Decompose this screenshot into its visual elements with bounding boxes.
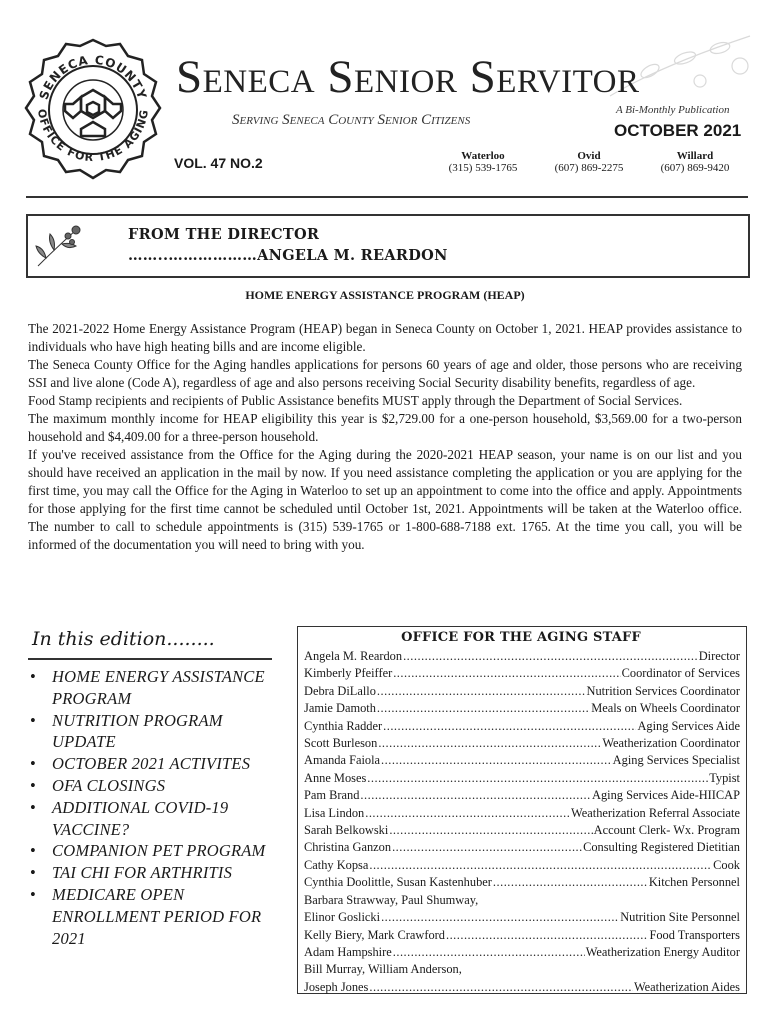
staff-role: Weatherization Referral Associate [571,805,740,820]
newsletter-subtitle: Serving Seneca County Senior Citizens [232,112,471,128]
staff-name: Elinor Goslicki [304,910,381,925]
staff-name: Debra DiLallo [304,683,376,698]
article-paragraph: If you've received assistance from the Office for the Aging during the 2020-2021 HEAP season, your name is on our list and you should have received an application in the mail by now. If you need assistance completing the application or you are applying for the first time, you may call the Office for the Aging in Waterloo to set up an appointment to come into the office and apply. Appointments for those applying for the first time cannot be scheduled until October 1st, 2021. Appointments will be taken at the Waterloo office. The number to call to schedule appointments is (315) 539-1765 or 1-800-688-7188 ext. 1765. At the time you call, you will be informed of the documentation you will need to bring with you. [28,447,742,552]
dot-leader [377,683,586,700]
staff-name: Cynthia Doolittle, Susan Kastenhuber [304,875,492,890]
staff-name: Angela M. Reardon [304,649,403,663]
staff-name: Sarah Belkowski [304,823,389,838]
staff-row [304,874,740,891]
staff-row [304,805,740,822]
office-name: Willard [676,150,714,162]
staff-row [304,683,740,700]
article-title: HOME ENERGY ASSISTANCE PROGRAM (HEAP) [245,288,525,302]
staff-row [304,735,740,752]
staff-role: Coordinator of Services [621,666,740,681]
dot-leader [493,874,648,891]
edition-list [28,666,278,949]
dot-leader [365,805,570,822]
dot-leader [383,718,636,735]
staff-row [304,822,740,839]
staff-name: Cathy Kopsa [304,857,369,872]
staff-row [304,961,740,978]
staff-role: Meals on Wheels Coordinator [591,701,740,716]
staff-heading: OFFICE FOR THE AGING STAFF [401,630,641,645]
dot-leader [377,700,590,717]
staff-role: Nutrition Services Coordinator [586,683,740,698]
article-paragraph: The maximum monthly income for HEAP eligibility this year is $2,729.00 for a one-person household, $3,569.00 for a two-person household and $4,409.00 for a three-person household. [28,411,742,444]
edition-heading: In this edition........ [32,628,215,650]
staff-role: Aging Services Specialist [612,753,740,768]
office-willard [640,150,750,174]
staff-name: Lisa Lindon [304,805,365,820]
dot-leader [393,944,585,961]
staff-row [304,752,740,769]
staff-role: Food Transporters [649,927,740,942]
staff-row [304,892,740,909]
list-item: • OFA CLOSINGS [28,775,278,797]
staff-row [304,770,740,787]
dot-leader [389,822,592,839]
staff-row [304,665,740,682]
flower-sprig-icon [32,222,84,270]
staff-row [304,927,740,944]
list-item: • COMPANION PET PROGRAM [28,840,278,862]
staff-name: Kelly Biery, Mark Crawford [304,927,445,942]
staff-name: Scott Burleson [304,736,378,751]
staff-name: Joseph Jones [304,979,369,994]
staff-row [304,944,740,961]
seal-text-bottom: OFFICE FOR THE AGING [34,108,152,165]
staff-role: Account Clerk- Wx. Program [593,823,740,838]
staff-name: Cynthia Radder [304,718,383,733]
dot-leader [446,927,648,944]
staff-role: Aging Services Aide-HIICAP [592,788,740,803]
staff-name: Pam Brand [304,788,360,803]
staff-role: Nutrition Site Personnel [620,910,740,925]
edition-divider [28,658,272,660]
seneca-county-ofa-seal [18,36,168,186]
staff-role: Weatherization Coordinator [602,736,740,751]
staff-row [304,979,740,996]
dot-leader [403,648,698,665]
staff-row [304,787,740,804]
staff-name: Barbara Strawway, Paul Shumway, [304,892,479,907]
svg-text:SENECA COUNTY [37,53,150,101]
staff-name: Kimberly Pfeiffer [304,666,393,681]
staff-row [304,857,740,874]
staff-role: Director [698,649,740,663]
staff-name: Anne Moses [304,770,367,785]
staff-role: Aging Services Aide [637,718,740,733]
staff-row [304,909,740,926]
list-item: • TAI CHI FOR ARTHRITIS [28,862,278,884]
staff-role: Kitchen Personnel [648,875,740,890]
article-body [28,320,742,554]
article-paragraph: The 2021-2022 Home Energy Assistance Program (HEAP) began in Seneca County on October 1, 2021. HEAP provides assistance to individuals who have high heating bills and are income eligible. [28,321,742,354]
office-phone: (607) 869-9420 [660,162,730,174]
dot-leader [367,770,708,787]
director-heading-block [128,224,448,266]
newsletter-title: Seneca Senior Servitor [176,51,640,103]
staff-name: Bill Murray, William Anderson, [304,962,462,977]
dot-leader [393,665,620,682]
staff-row [304,839,740,856]
office-name: Ovid [577,150,601,162]
dot-leader [381,752,612,769]
staff-name: Amanda Faiola [304,753,381,768]
article-paragraph: The Seneca County Office for the Aging handles applications for persons 60 years of age and older, those persons who are receiving SSI and live alone (Code A), regardless of age and also persons receiving Social Security disability benefits, regardless of age. [28,357,742,390]
issue-volume: VOL. 47 NO.2 [174,155,263,171]
dot-leader [369,857,712,874]
article-paragraph: Food Stamp recipients and recipients of Public Assistance benefits MUST apply through the Department of Social Services. [28,393,683,408]
office-phone: (315) 539-1765 [448,162,518,174]
office-name: Waterloo [461,150,505,162]
dot-leader [360,787,591,804]
office-ovid [534,150,644,174]
staff-role: Consulting Registered Dietitian [583,840,740,855]
staff-role: Weatherization Aides [633,979,740,994]
staff-name: Christina Ganzon [304,840,392,855]
seal-text-top: SENECA COUNTY [36,52,150,102]
dot-leader [392,839,582,856]
list-item: • NUTRITION PROGRAM UPDATE [28,710,278,754]
list-item: • HOME ENERGY ASSISTANCE PROGRAM [28,666,278,710]
list-item: • OCTOBER 2021 ACTIVITES [28,753,278,775]
staff-row [304,700,740,717]
staff-role: Typist [709,770,740,785]
office-waterloo [428,150,538,174]
list-item: • MEDICARE OPEN ENROLLMENT PERIOD FOR 2021 [28,884,278,949]
dot-leader [369,979,633,996]
director-name: ……..………………ANGELA M. REARDON [128,247,448,264]
staff-row [304,648,740,665]
staff-name: Adam Hampshire [304,944,392,959]
staff-role: Weatherization Energy Auditor [585,944,740,959]
publication-frequency: A Bi-Monthly Publication [616,104,730,116]
masthead-divider [26,196,748,198]
staff-role: Cook [713,857,740,872]
director-heading: FROM THE DIRECTOR [128,226,320,243]
office-phone: (607) 869-2275 [554,162,624,174]
dot-leader [381,909,619,926]
staff-name: Jamie Damoth [304,701,376,716]
list-item: • ADDITIONAL COVID-19 VACCINE? [28,797,278,841]
staff-row [304,718,740,735]
issue-month: OCTOBER 2021 [614,121,742,140]
dot-leader [378,735,601,752]
staff-list [304,648,740,996]
